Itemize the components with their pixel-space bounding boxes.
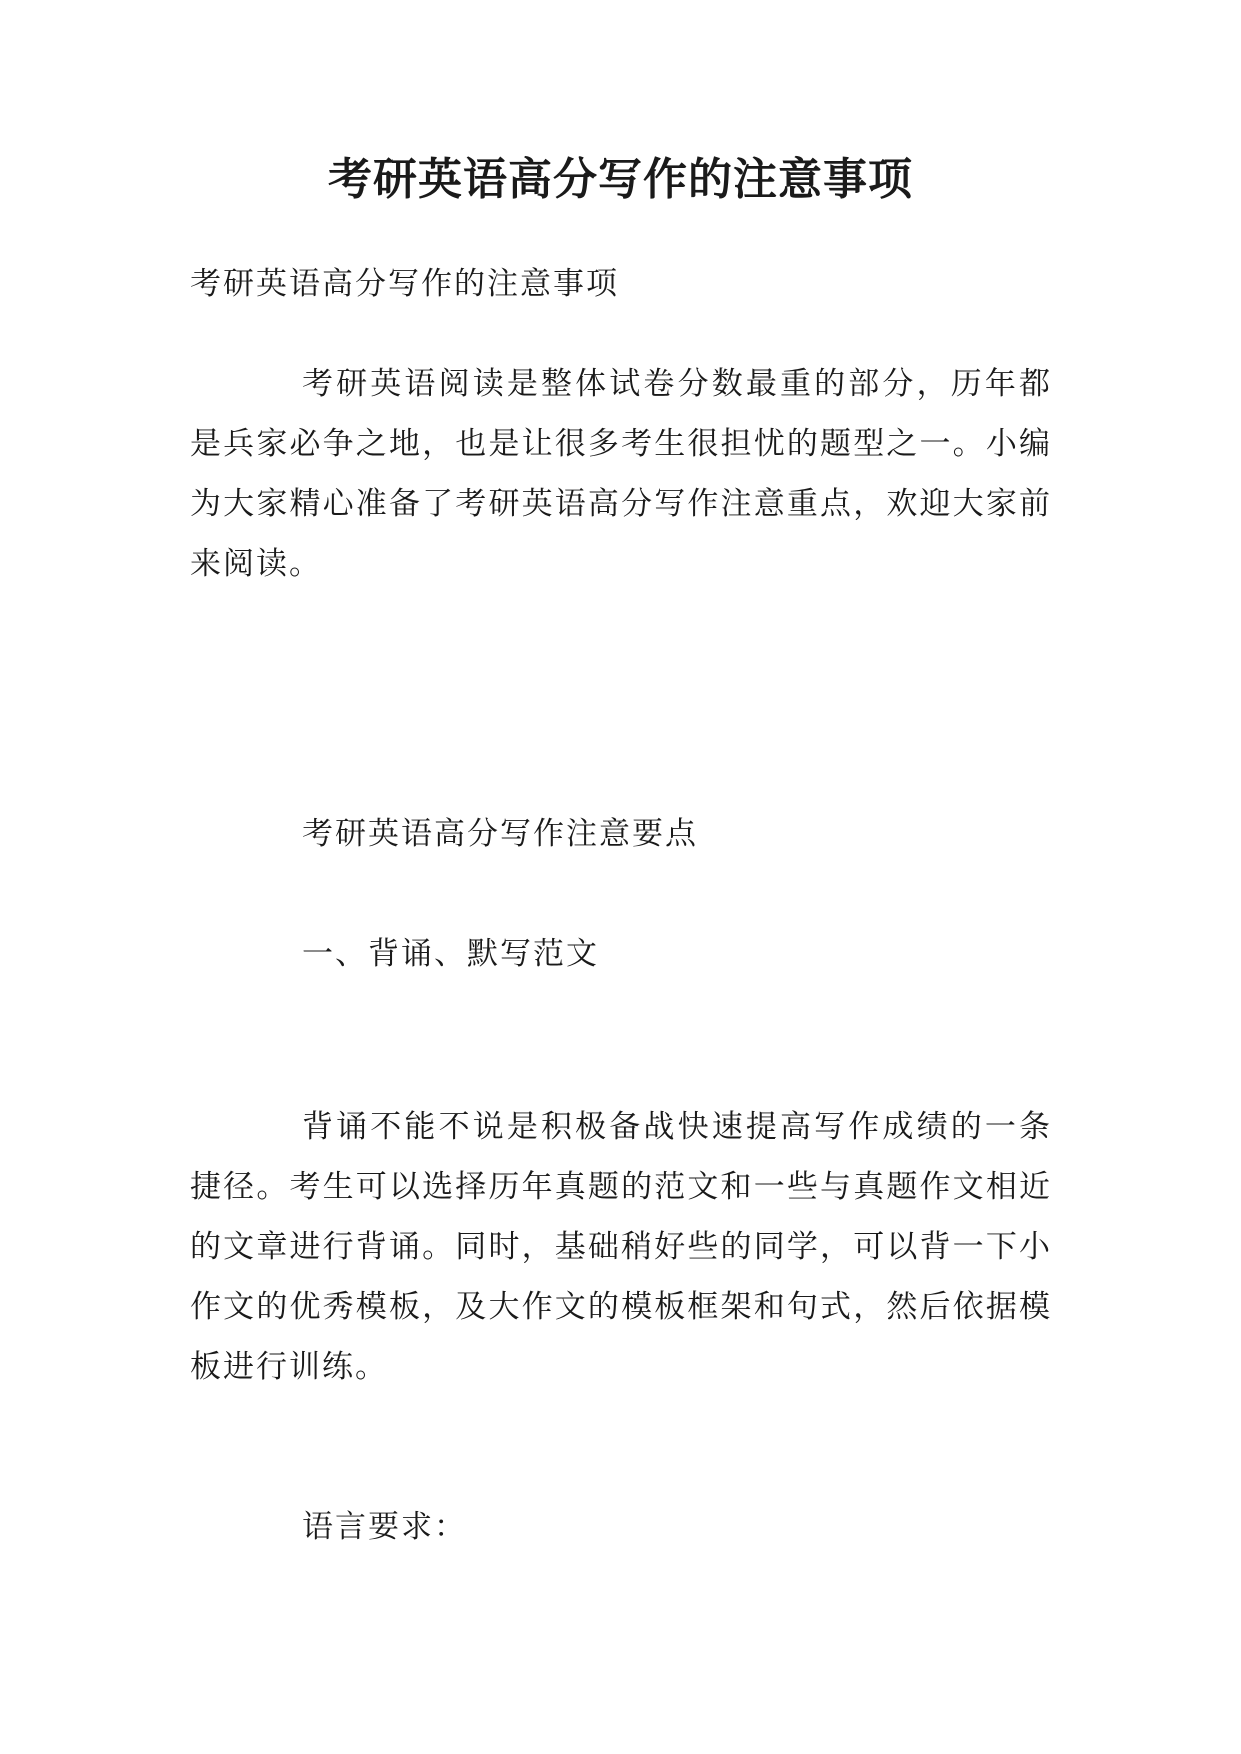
point-one-body: 背诵不能不说是积极备战快速提高写作成绩的一条捷径。考生可以选择历年真题的范文和一些与真题作文相近的文章进行背诵。同时，基础稍好些的同学，可以背一下小作文的优秀模板，及大作文的模板框架和句式，然后依据模板进行训练。 <box>190 1109 1052 1385</box>
document-subtitle: 考研英语高分写作的注意事项 <box>190 266 619 302</box>
intro-paragraph: 考研英语阅读是整体试卷分数最重的部分，历年都是兵家必争之地，也是让很多考生很担忧的题型之一。小编为大家精心准备了考研英语高分写作注意重点，欢迎大家前来阅读。 <box>190 366 1052 582</box>
section-heading: 考研英语高分写作注意要点 <box>302 816 698 852</box>
language-requirements-label: 语言要求： <box>302 1509 467 1545</box>
document-title: 考研英语高分写作的注意事项 <box>328 154 913 205</box>
point-one-heading: 一、背诵、默写范文 <box>302 936 599 972</box>
